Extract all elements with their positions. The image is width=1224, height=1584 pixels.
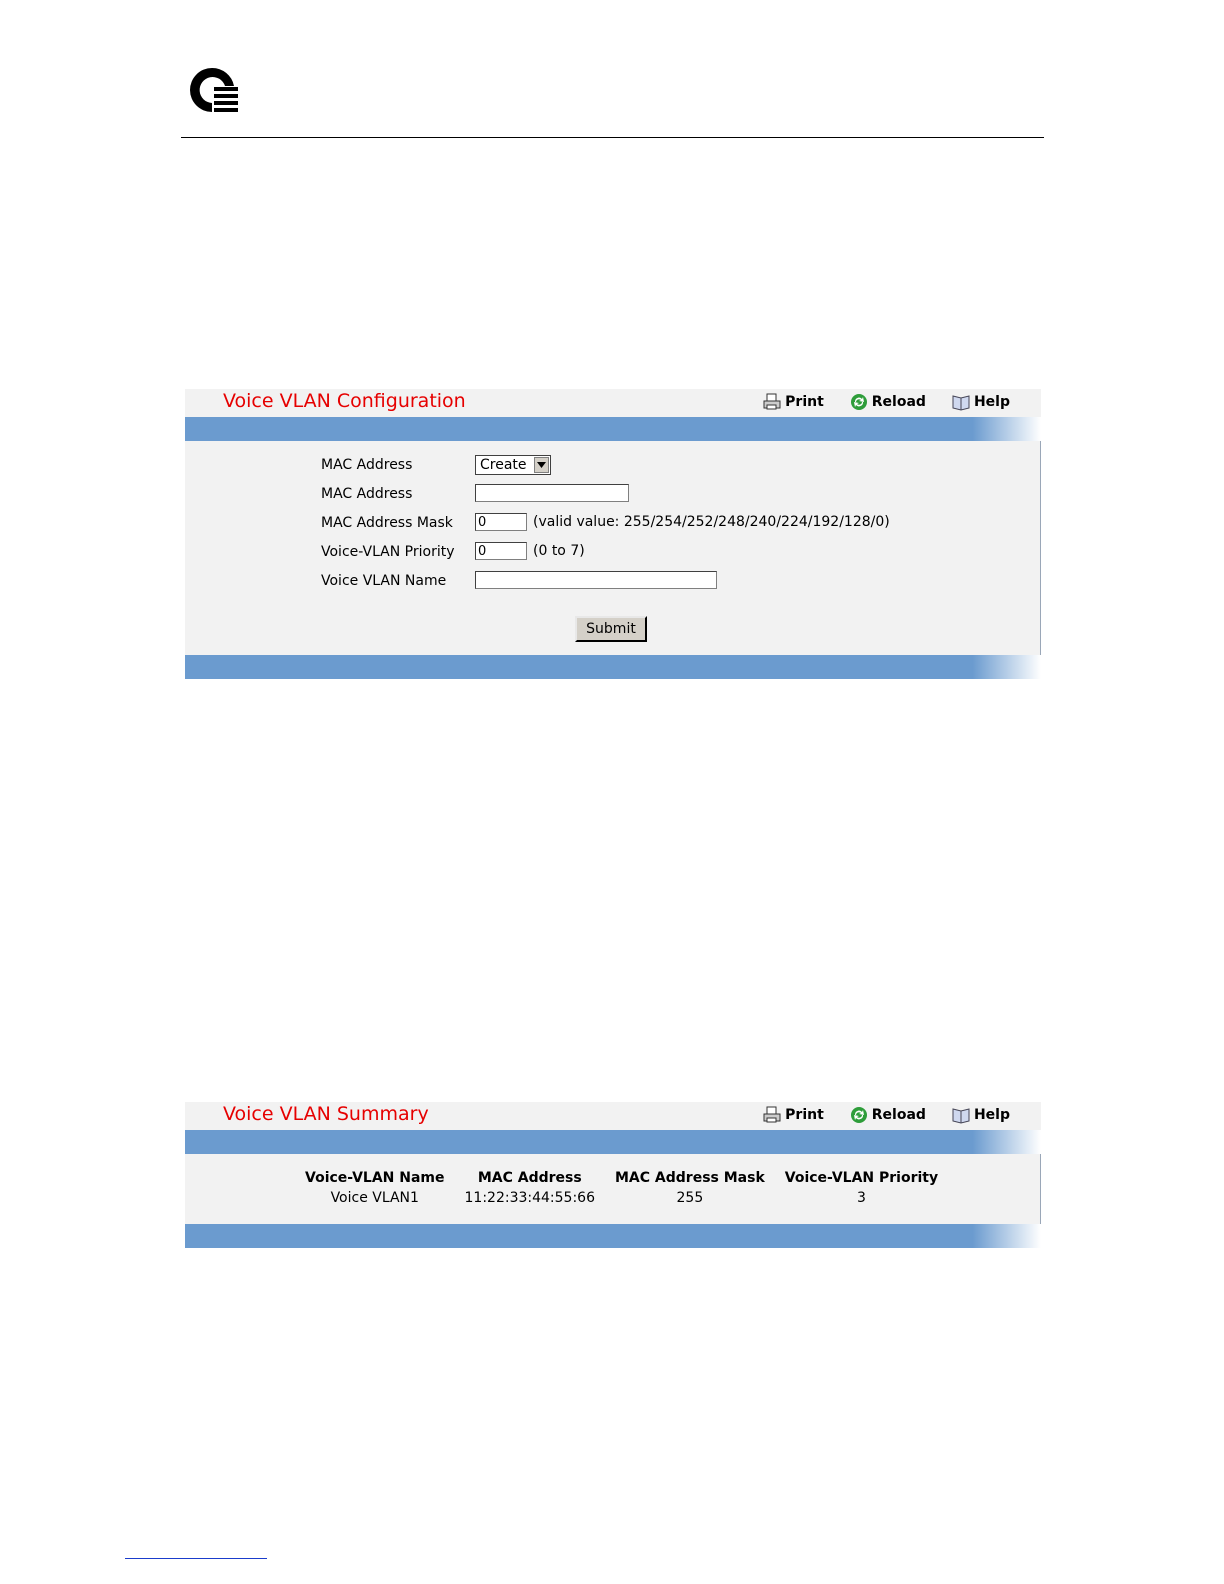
summary-reload-button[interactable] xyxy=(850,1106,926,1124)
mac-mask-input[interactable] xyxy=(475,513,527,531)
summary-top-bar xyxy=(185,1130,1041,1154)
summary-header-row xyxy=(295,1168,948,1188)
summary-toolbar xyxy=(763,1106,1010,1124)
summary-help-label: Help xyxy=(973,1107,1010,1123)
summary-table xyxy=(295,1168,948,1208)
config-toolbar xyxy=(763,393,1010,411)
summary-bottom-bar xyxy=(185,1224,1041,1248)
mac-address-cell: 11:22:33:44:55:66 xyxy=(464,1190,595,1206)
footer-divider xyxy=(125,1558,267,1559)
summary-print-button[interactable] xyxy=(763,1106,824,1124)
summary-titlebar xyxy=(185,1102,1041,1130)
column-header: Voice-VLAN Name xyxy=(305,1170,445,1186)
chevron-down-icon[interactable] xyxy=(534,457,549,473)
config-reload-button[interactable] xyxy=(850,393,926,411)
reload-icon xyxy=(850,1106,868,1124)
submit-button[interactable]: Submit xyxy=(575,616,647,642)
priority-label: Voice-VLAN Priority xyxy=(321,544,455,560)
summary-body xyxy=(185,1154,1041,1224)
config-help-button[interactable] xyxy=(952,393,1010,411)
config-reload-label: Reload xyxy=(871,394,926,410)
summary-print-label: Print xyxy=(785,1107,824,1123)
mac-mask-cell: 255 xyxy=(676,1190,704,1206)
mac-address-label: MAC Address xyxy=(321,486,413,502)
mac-mask-label: MAC Address Mask xyxy=(321,515,453,531)
priority-input[interactable] xyxy=(475,542,527,560)
mac-mask-hint: (valid value: 255/254/252/248/240/224/192/128/0) xyxy=(533,514,890,530)
voice-vlan-configuration-panel xyxy=(185,389,1041,679)
config-help-label: Help xyxy=(973,394,1010,410)
config-titlebar xyxy=(185,389,1041,417)
mac-address-input[interactable] xyxy=(475,484,629,502)
config-title: Voice VLAN Configuration xyxy=(223,390,466,412)
priority-hint: (0 to 7) xyxy=(533,543,585,559)
vlan-name-input[interactable] xyxy=(475,571,717,589)
company-logo-icon xyxy=(186,64,240,116)
config-print-button[interactable] xyxy=(763,393,824,411)
help-book-icon xyxy=(952,393,970,411)
voice-vlan-summary-panel xyxy=(185,1102,1041,1248)
mac-address-select-value: Create xyxy=(480,457,527,473)
header-divider xyxy=(181,137,1044,138)
column-header: MAC Address Mask xyxy=(615,1170,765,1186)
table-row xyxy=(295,1188,948,1208)
config-form xyxy=(185,441,1041,655)
vlan-name-label: Voice VLAN Name xyxy=(321,573,447,589)
column-header: Voice-VLAN Priority xyxy=(784,1170,939,1186)
summary-reload-label: Reload xyxy=(871,1107,926,1123)
help-book-icon xyxy=(952,1106,970,1124)
printer-icon xyxy=(763,1106,781,1124)
summary-help-button[interactable] xyxy=(952,1106,1010,1124)
summary-title: Voice VLAN Summary xyxy=(223,1103,429,1125)
config-bottom-bar xyxy=(185,655,1041,679)
printer-icon xyxy=(763,393,781,411)
vlan-name-cell: Voice VLAN1 xyxy=(330,1190,419,1206)
config-top-bar xyxy=(185,417,1041,441)
config-print-label: Print xyxy=(785,394,824,410)
mac-address-select[interactable] xyxy=(475,455,551,475)
reload-icon xyxy=(850,393,868,411)
priority-cell: 3 xyxy=(856,1190,866,1206)
mac-select-label: MAC Address xyxy=(321,457,413,473)
column-header: MAC Address xyxy=(477,1170,582,1186)
